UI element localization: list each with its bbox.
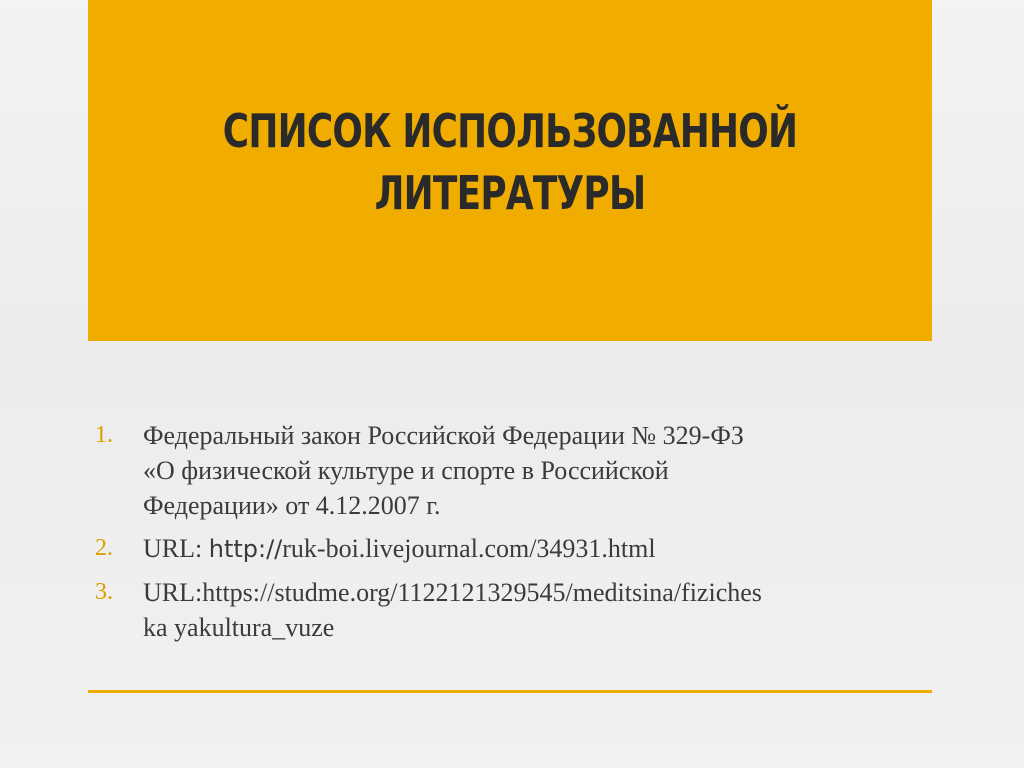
reference-list <box>95 418 915 653</box>
reference-text-line: Федерации» от 4.12.2007 г. <box>143 491 441 520</box>
reference-number: 1. <box>95 422 113 448</box>
title-banner <box>88 0 932 341</box>
slide-title-line-1: СПИСОК ИСПОЛЬЗОВАННОЙ <box>222 104 798 158</box>
reference-number: 2. <box>95 535 113 561</box>
reference-text-line: URL:https://studme.org/1122121329545/meditsina/fiziches <box>143 578 762 607</box>
reference-url-label: URL: <box>143 534 209 563</box>
reference-text-line: Федеральный закон Российской Федерации № 329-ФЗ <box>143 421 744 450</box>
reference-item-3 <box>95 575 915 645</box>
reference-url-path: ruk-boi.livejournal.com/34931.html <box>282 534 656 563</box>
reference-text-line: ka yakultura_vuze <box>143 613 335 642</box>
slide-title-line-2: ЛИТЕРАТУРЫ <box>374 166 646 220</box>
bottom-divider <box>88 690 932 693</box>
reference-item-1 <box>95 418 915 523</box>
reference-item-2 <box>95 531 915 567</box>
reference-text-line: «О физической культуре и спорте в Российской <box>143 456 669 485</box>
slide-title <box>181 100 839 224</box>
reference-url-protocol: http:// <box>208 535 283 563</box>
reference-number: 3. <box>95 579 113 605</box>
